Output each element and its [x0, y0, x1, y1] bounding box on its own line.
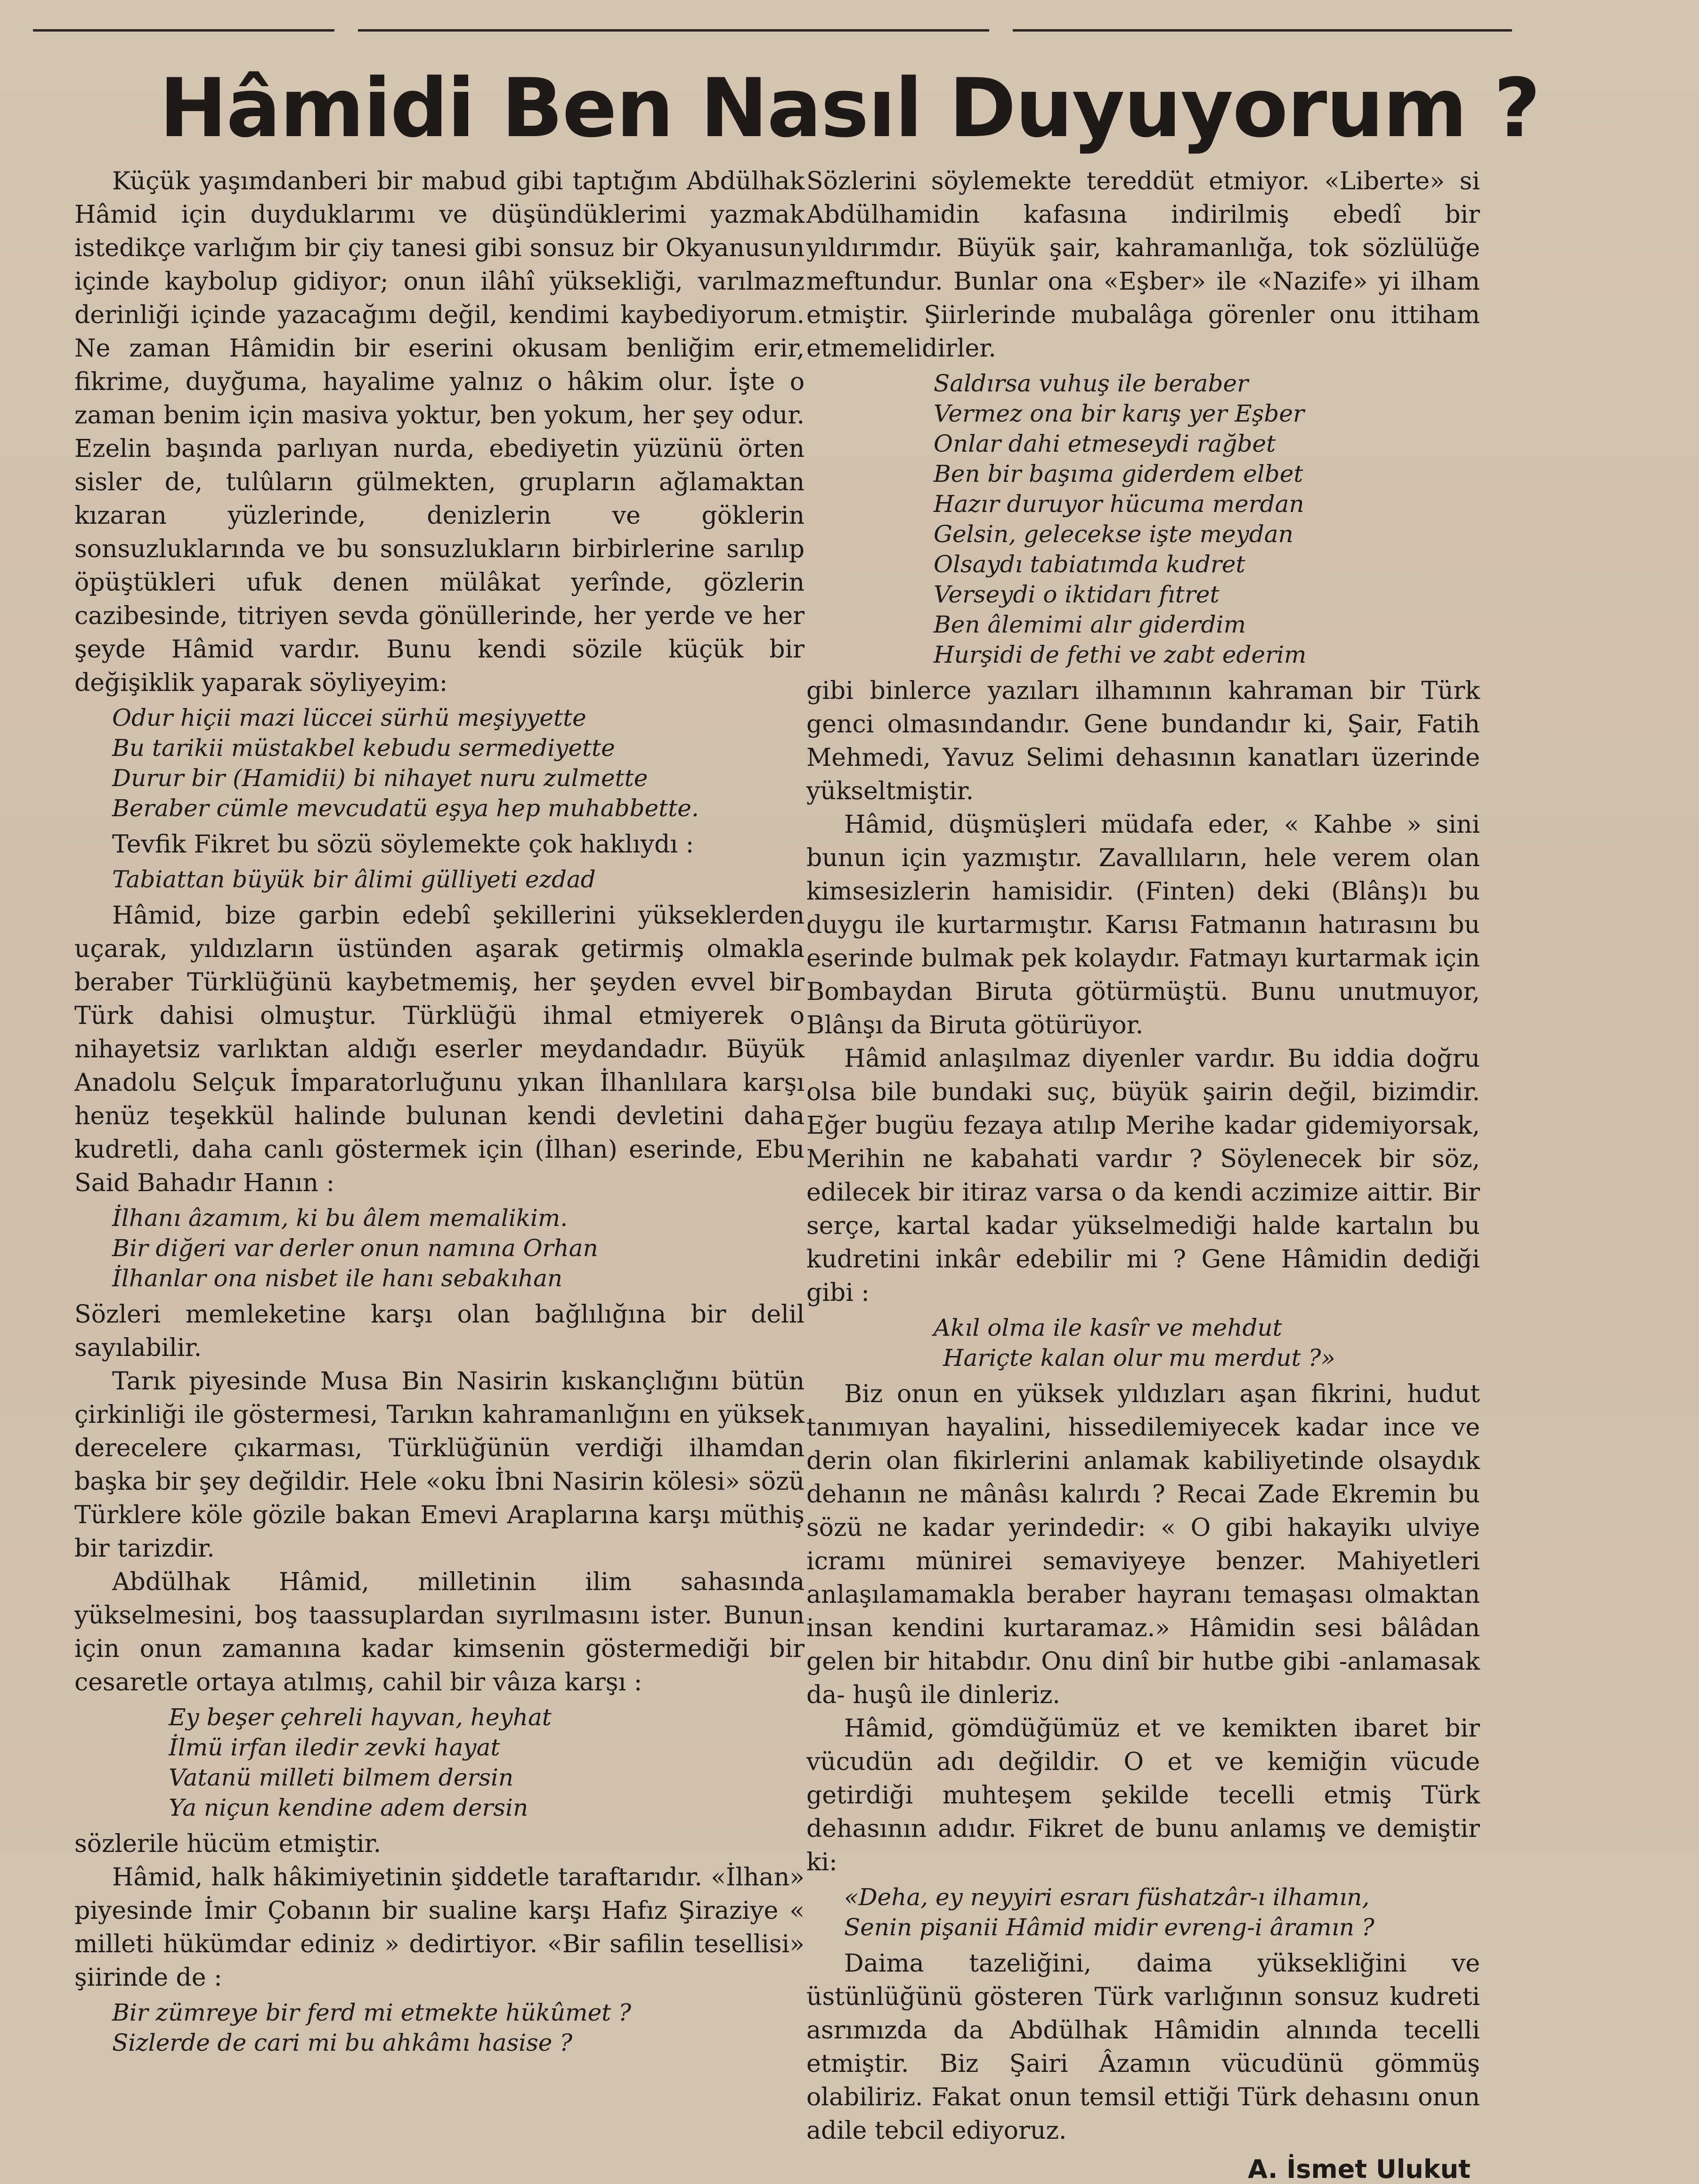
left-column: [74, 165, 805, 2062]
verse-line: İlmü irfan iledir zevki hayat: [169, 1734, 500, 1761]
right-paragraph: Hâmid anlaşılmaz diyenler vardır. Bu iddia doğru olsa bile bundaki suç, büyük şairin değil, bizimdir. Eğer bugüu fezaya atılıp Merihe kadar gidemiyorsak, Merihin ne kabahati vardır ? Söylenecek bir söz, edilecek bir itiraz varsa o da kendi aczimize aittir. Bir serçe, kartal kadar yükselmediği halde kartalın bu kudretini inkâr edebilir mi ? Gene Hâmidin dediği gibi :: [806, 1045, 1480, 1307]
right-paragraph: Hâmid, düşmüşleri müdafa eder, « Kahbe » sini bunun için yazmıştır. Zavallıların, hele verem olan kimsesizlerin hamisidir. (Finten) deki (Blânş)ı bu duygu ile kurtarmıştır. Karısı Fatmanın hatırasını bu eserinde bulmak pek kolaydır. Fatmayı kurtarmak için Bombaydan Biruta götürmüştü. Bunu unutmuyor, Blânşı da Biruta götürüyor.: [806, 811, 1480, 1039]
verse-line: Sizlerde de cari mi bu ahkâmı hasise ?: [112, 2029, 573, 2056]
left-paragraph: Tevfik Fikret bu sözü söylemekte çok haklıydı :: [112, 830, 694, 859]
left-verse-block: [74, 703, 805, 823]
right-paragraph: Biz onun en yüksek yıldızları aşan fikrini, hudut tanımıyan hayalini, hissedilemiyecek kadar ince ve derin olan fikirlerini anlamak kabiliyetinde olsaydık dehanın ne mânâsı kalırdı ? Recai Zade Ekremin bu sözü ne kadar yerindedir: « O gibi hakayikı ulviye icramı münirei semaviyeye benzer. Mahiyetleri anlaşılamamakla beraber hayranı temaşası olmaktan insan kendini kurtaramaz.» Hâmidin sesi bâlâdan gelen bir hitabdır. Onu dinî bir hutbe gibi -anlamasak da- huşû ile dinleriz.: [806, 1380, 1480, 1709]
verse-line: Onlar dahi etmeseydi rağbet: [934, 430, 1276, 457]
verse-line: «Deha, ey neyyiri esrarı füshatzâr-ı ilhamın,: [844, 1884, 1370, 1911]
verse-line: Beraber cümle mevcudatü eşya hep muhabbette.: [112, 795, 699, 822]
right-paragraph: Hâmid, gömdüğümüz et ve kemikten ibaret bir vücudün adı değildir. O et ve kemiğin vücude getirdiği muhteşem şekilde tecelli etmiş Türk dehasının adıdır. Fikret de bunu anlamış ve demiştir ki:: [806, 1714, 1480, 1876]
left-paragraph: Sözleri memleketine karşı olan bağlılığına bir delil sayılabilir.: [74, 1300, 805, 1362]
right-column-body: [806, 165, 1480, 2148]
verse-line: Bir zümreye bir ferd mi etmekte hükûmet ?: [112, 1999, 631, 2026]
verse-line: Senin pişanii Hâmid midir evreng-i âramın ?: [844, 1914, 1374, 1941]
verse-line: İlhanı âzamım, ki bu âlem memalikim.: [112, 1204, 568, 1232]
verse-line: Saldırsa vuhuş ile beraber: [934, 370, 1248, 397]
verse-line: İlhanlar ona nisbet ile hanı sebakıhan: [112, 1265, 563, 1292]
author-signature: A. İsmet Ulukut: [1248, 2154, 1471, 2184]
header-rule-right: [1013, 29, 1512, 32]
left-paragraph: Küçük yaşımdanberi bir mabud gibi taptığım Abdülhak Hâmid için duyduklarımı ve düşündüklerimi yazmak istedikçe varlığım bir çiy tanesi gibi sonsuz bir Okyanusun içinde kaybolup gidiyor; onun ilâhî yüksekliği, varılmaz derinliği içinde yazacağımı değil, kendimi kaybediyorum. Ne zaman Hâmidin bir eserini okusam benliğim erir, fikrime, duyğuma, hayalime yalnız o hâkim olur. İşte o zaman benim için masiva yoktur, ben yokum, her şey odur. Ezelin başında parlıyan nurda, ebediyetin yüzünü örten sisler de, tulûların gülmekten, grupların ağlamaktan kızaran yüzlerinde, denizlerin ve göklerin sonsuzluklarında ve bu sonsuzlukların birbirlerine sarılıp öpüştükleri ufuk denen mülâkat yerînde, gözlerin cazibesinde, titriyen sevda gönüllerinde, her yerde ve her şeyde Hâmid vardır. Bunu kendi sözile küçük bir değişiklik yaparak söyliyeyim:: [74, 167, 805, 697]
verse-line: Akıl olma ile kasîr ve mehdut: [934, 1314, 1282, 1341]
right-verse-block: [806, 1313, 1480, 1373]
right-verse-block: [806, 1882, 1480, 1942]
left-verse-block: [74, 864, 805, 894]
left-paragraph: Hâmid, bize garbin edebî şekillerini yükseklerden uçarak, yıldızların üstünden aşarak getirmiş olmakla beraber Türklüğünü kaybetmemiş, her şeyden evvel bir Türk dahisi olmuştur. Türklüğü ihmal etmiyerek o nihayetsiz varlıktan aldığı eserler meydandadır. Büyük Anadolu Selçuk İmparatorluğunu yıkan İlhanlılara karşı henüz teşekkül halinde bulunan kendi devletini daha kudretli, daha canlı göstermek için (İlhan) eserinde, Ebu Said Bahadır Hanın :: [74, 901, 805, 1197]
verse-line: Ey beşer çehreli hayvan, heyhat: [169, 1704, 552, 1731]
left-verse-block: [74, 1203, 805, 1293]
right-paragraph: Sözlerini söylemekte tereddüt etmiyor. «Liberte» si Abdülhamidin kafasına indirilmiş ebedî bir yıldırımdır. Büyük şair, kahramanlığa, tok sözlülüğe meftundur. Bunlar ona «Eşber» ile «Nazife» yi ilham etmiştir. Şiirlerinde mubalâga görenler onu ittiham etmemelidirler.: [806, 167, 1480, 363]
verse-line: Ben âlemimi alır giderdim: [934, 611, 1246, 638]
verse-line: Bir diğeri var derler onun namına Orhan: [112, 1234, 598, 1262]
left-paragraph: Tarık piyesinde Musa Bin Nasirin kıskançlığını bütün çirkinliği ile göstermesi, Tarıkın kahramanlığını en yüksek derecelere çıkarması, Türklüğünün verdiği ilhamdan başka bir şey değildir. Hele «oku İbni Nasirin kölesi» sözü Türklere köle gözile bakan Emevi Araplarına karşı müthiş bir tarizdir.: [74, 1367, 805, 1563]
left-paragraph: Hâmid, halk hâkimiyetinin şiddetle taraftarıdır. «İlhan» piyesinde İmir Çobanın bir sualine karşı Hafız Şiraziye « milleti hükümdar ediniz » dedirtiyor. «Bir safilin tesellisi» şiirinde de :: [74, 1863, 805, 1992]
verse-line: Hariçte kalan olur mu merdut ?»: [943, 1344, 1335, 1372]
right-column: [806, 165, 1480, 2184]
header-rule-center: [358, 29, 989, 32]
verse-line: Tabiattan büyük bir âlimi gülliyeti ezdad: [112, 866, 596, 893]
verse-line: Hazır duruyor hücuma merdan: [934, 490, 1304, 518]
right-verse-block: [806, 368, 1480, 670]
left-verse-block: [74, 1702, 805, 1823]
verse-line: Vermez ona bir karış yer Eşber: [934, 400, 1304, 427]
left-verse-block: [74, 1997, 805, 2058]
verse-line: Odur hiçii mazi lüccei sürhü meşiyyette: [112, 704, 586, 731]
left-paragraph: Abdülhak Hâmid, milletinin ilim sahasında yükselmesini, boş taassuplardan sıyrılmasını ister. Bunun için onun zamanına kadar kimsenin göstermediği bir cesaretle ortaya atılmış, cahil bir vâıza karşı :: [74, 1568, 805, 1697]
verse-line: Ben bir başıma giderdem elbet: [934, 460, 1303, 487]
verse-line: Bu tarikii müstakbel kebudu sermediyette: [112, 734, 615, 762]
right-paragraph: Daima tazeliğini, daima yüksekliğini ve üstünlüğünü gösteren Türk varlığının sonsuz kudreti asrımızda da Abdülhak Hâmidin alnında tecelli etmiştir. Biz Şairi Âzamın vücudünü gömmüş olabiliriz. Fakat onun temsil ettiği Türk dehasını onun adile tebcil ediyoruz.: [806, 1949, 1480, 2145]
header-rule-left: [33, 29, 334, 32]
verse-line: Ya niçun kendine adem dersin: [169, 1794, 528, 1821]
right-paragraph: gibi binlerce yazıları ilhamının kahraman bir Türk genci olmasındandır. Gene bundandır ki, Şair, Fatih Mehmedi, Yavuz Selimi dehasının kanatları üzerinde yükseltmiştir.: [806, 677, 1480, 805]
verse-line: Verseydi o iktidarı fıtret: [934, 581, 1219, 608]
verse-line: Vatanü milleti bilmem dersin: [169, 1764, 514, 1791]
verse-line: Durur bir (Hamidii) bi nihayet nuru zulmette: [112, 764, 648, 792]
verse-line: Olsaydı tabiatımda kudret: [934, 551, 1245, 578]
verse-line: Hurşidi de fethi ve zabt ederim: [934, 641, 1307, 668]
verse-line: Gelsin, gelecekse işte meydan: [934, 520, 1293, 548]
left-paragraph: sözlerile hücüm etmiştir.: [74, 1830, 382, 1858]
article-title: Hâmidi Ben Nasıl Duyuyorum ?: [159, 61, 1540, 155]
